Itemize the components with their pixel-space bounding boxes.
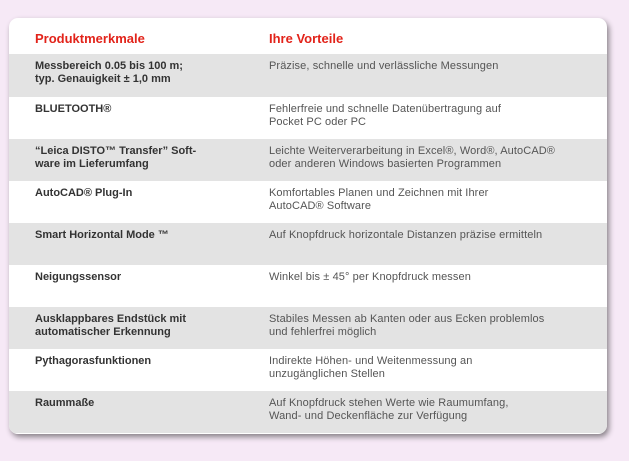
feature-cell: Neigungssensor — [35, 271, 122, 283]
feature-cell: AutoCAD® Plug-In — [35, 187, 133, 199]
feature-table-card — [9, 18, 607, 434]
table-row — [9, 181, 607, 223]
advantage-cell: Winkel bis ± 45° per Knopfdruck messen — [269, 271, 471, 283]
feature-cell: Ausklappbares Endstück mit automatischer Erkennung — [35, 313, 186, 338]
advantage-cell: Fehlerfreie und schnelle Datenübertragung auf Pocket PC oder PC — [269, 103, 501, 128]
advantage-cell: Indirekte Höhen- und Weitenmessung an unzugänglichen Stellen — [269, 355, 473, 380]
feature-cell: Raummaße — [35, 397, 95, 409]
table-row — [9, 139, 607, 181]
feature-cell: Smart Horizontal Mode ™ — [35, 229, 169, 241]
advantage-cell: Präzise, schnelle und verlässliche Messungen — [269, 60, 499, 72]
table-header — [9, 18, 607, 54]
advantages-column-header: Ihre Vorteile — [269, 31, 344, 46]
feature-cell: BLUETOOTH® — [35, 103, 112, 115]
advantage-cell: Komfortables Planen und Zeichnen mit Ihrer AutoCAD® Software — [269, 187, 489, 212]
feature-cell: Messbereich 0.05 bis 100 m; typ. Genauigkeit ± 1,0 mm — [35, 60, 183, 85]
advantage-cell: Leichte Weiterverarbeitung in Excel®, Word®, AutoCAD® oder anderen Windows basierten Programmen — [269, 145, 555, 170]
table-body — [9, 54, 607, 433]
advantage-cell: Auf Knopfdruck horizontale Distanzen präzise ermitteln — [269, 229, 543, 241]
table-row — [9, 223, 607, 265]
table-row — [9, 349, 607, 391]
feature-cell: Pythagorasfunktionen — [35, 355, 152, 367]
feature-cell: “Leica DISTO™ Transfer” Soft- ware im Lieferumfang — [35, 145, 197, 170]
advantage-cell: Stabiles Messen ab Kanten oder aus Ecken problemlos und fehlerfrei möglich — [269, 313, 545, 338]
features-column-header: Produktmerkmale — [35, 31, 145, 46]
table-row — [9, 265, 607, 307]
table-row — [9, 97, 607, 139]
table-row — [9, 54, 607, 97]
table-row — [9, 307, 607, 349]
advantage-cell: Auf Knopfdruck stehen Werte wie Raumumfang, Wand- und Deckenfläche zur Verfügung — [269, 397, 509, 422]
table-row — [9, 391, 607, 433]
